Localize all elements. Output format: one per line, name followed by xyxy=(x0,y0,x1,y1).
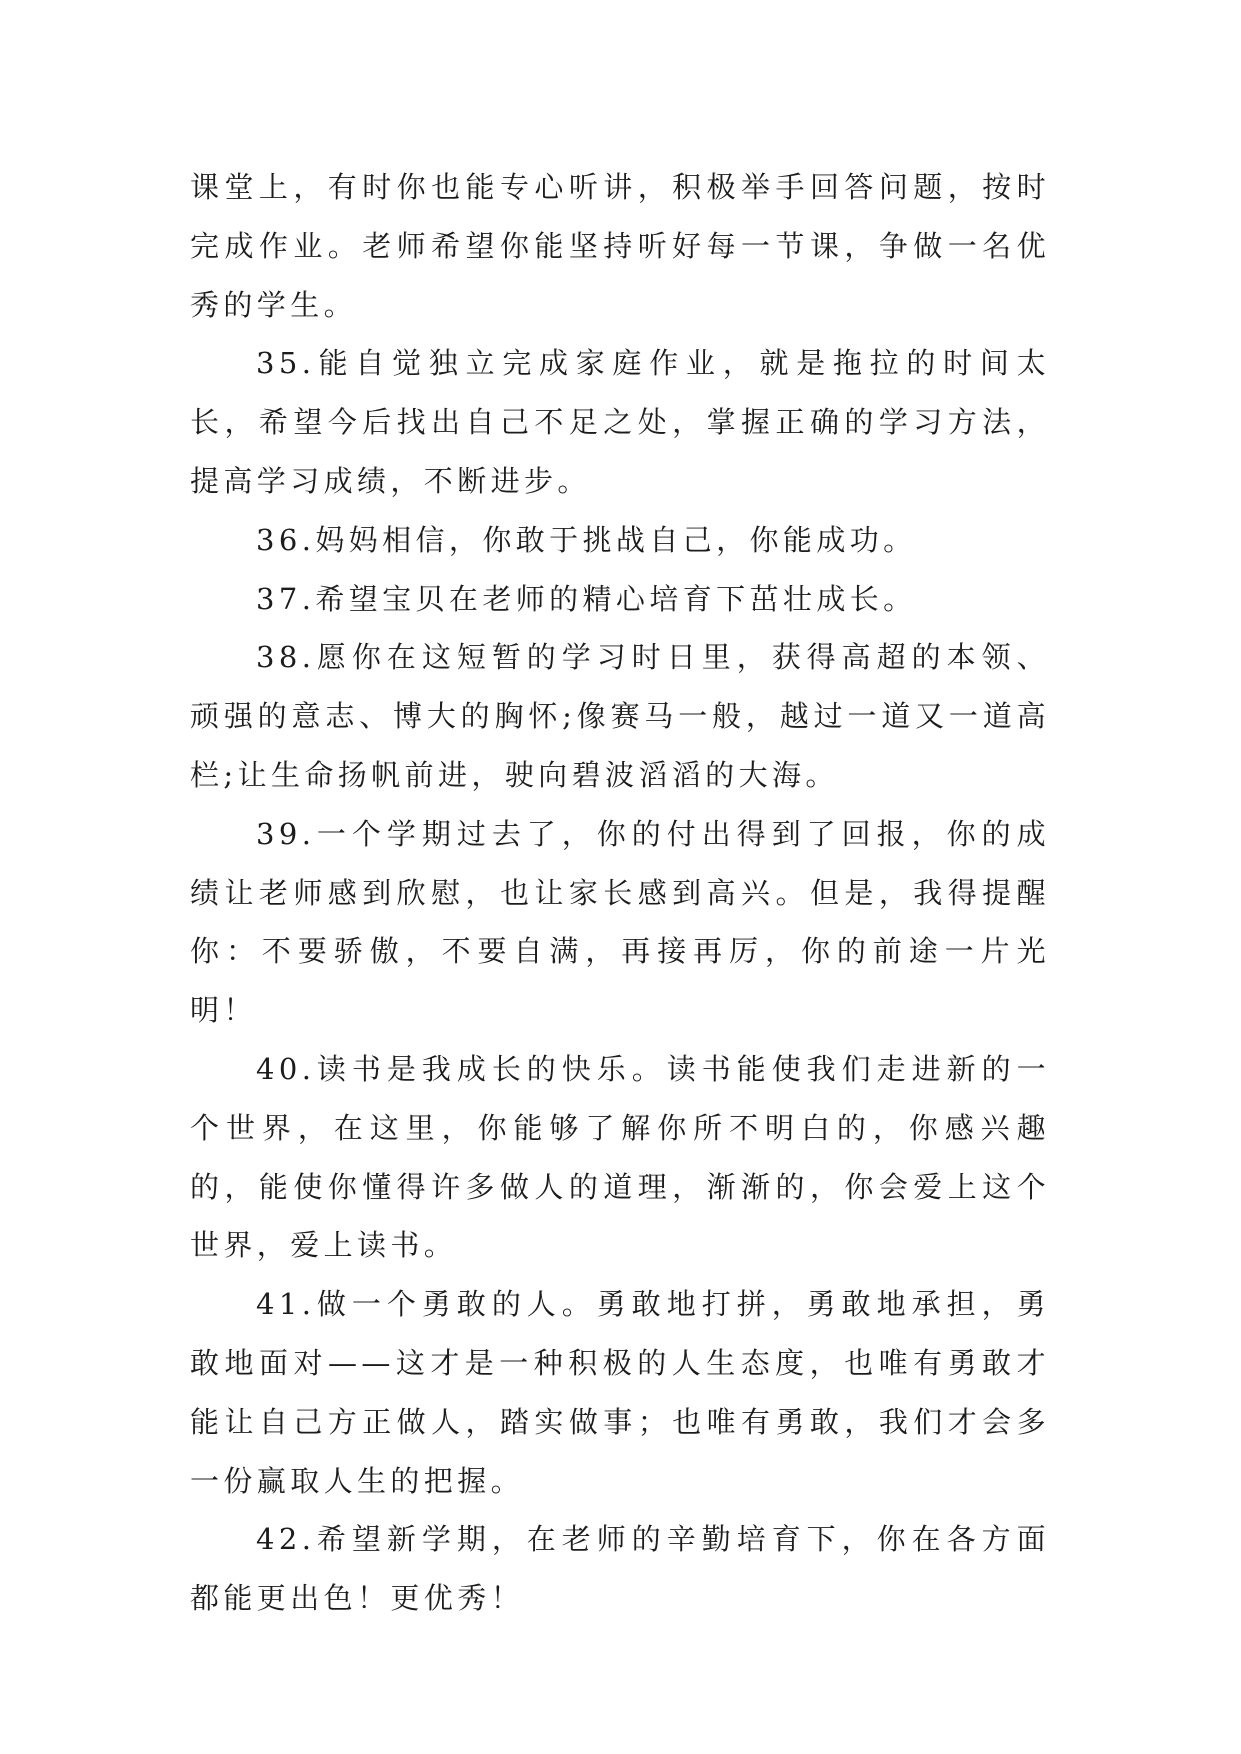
paragraph-item-35: 35.能自觉独立完成家庭作业，就是拖拉的时间太长，希望今后找出自己不足之处，掌握正确的学习方法，提高学习成绩，不断进步。 xyxy=(190,346,1050,498)
paragraph-item-42: 42.希望新学期，在老师的辛勤培育下，你在各方面都能更出色！更优秀！ xyxy=(190,1522,1050,1616)
paragraph-item-41: 41.做一个勇敢的人。勇敢地打拼，勇敢地承担，勇敢地面对——这才是一种积极的人生态度，也唯有勇敢才能让自己方正做人，踏实做事；也唯有勇敢，我们才会多一份赢取人生的把握。 xyxy=(190,1287,1050,1498)
document-body xyxy=(190,158,1050,1628)
paragraph-item-36: 36.妈妈相信，你敢于挑战自己，你能成功。 xyxy=(256,522,917,557)
paragraph-item-40: 40.读书是我成长的快乐。读书能使我们走进新的一个世界，在这里，你能够了解你所不明白的，你感兴趣的，能使你懂得许多做人的道理，渐渐的，你会爱上这个世界，爱上读书。 xyxy=(190,1051,1050,1263)
paragraph-item-39: 39.一个学期过去了，你的付出得到了回报，你的成绩让老师感到欣慰，也让家长感到高兴。但是，我得提醒你：不要骄傲，不要自满，再接再厉，你的前途一片光明！ xyxy=(190,816,1050,1028)
paragraph-item-37: 37.希望宝贝在老师的精心培育下茁壮成长。 xyxy=(256,581,917,616)
paragraph-item-38: 38.愿你在这短暂的学习时日里，获得高超的本领、顽强的意志、博大的胸怀;像赛马一般，越过一道又一道高栏;让生命扬帆前进，驶向碧波滔滔的大海。 xyxy=(190,640,1050,792)
paragraph-continuation: 课堂上，有时你也能专心听讲，积极举手回答问题，按时完成作业。老师希望你能坚持听好每一节课，争做一名优秀的学生。 xyxy=(190,170,1050,322)
